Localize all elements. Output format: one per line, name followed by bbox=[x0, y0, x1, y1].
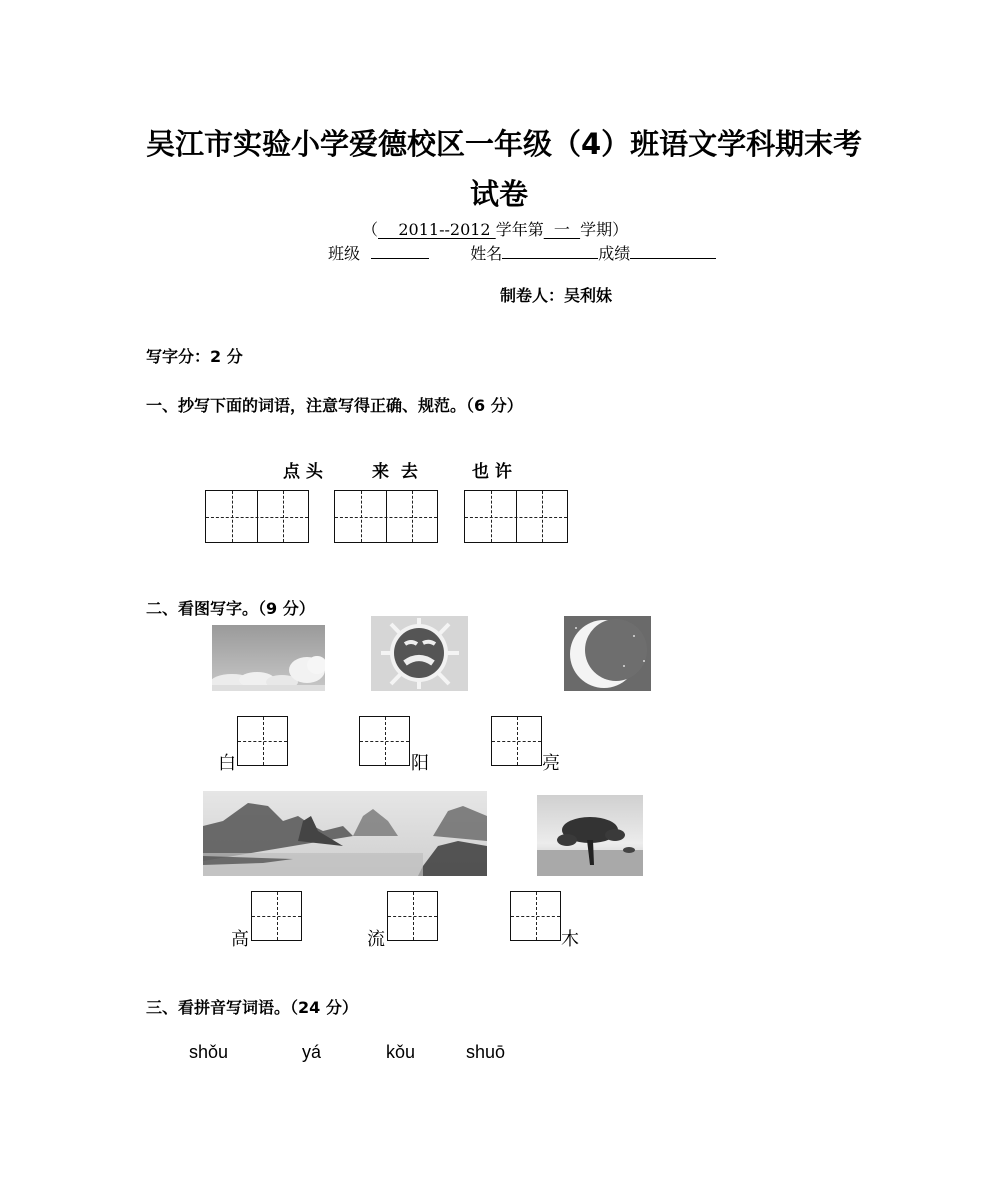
copy-word-1: 点 头 bbox=[283, 462, 323, 482]
author-line: 制卷人：吴利妹 bbox=[500, 286, 613, 305]
term-open: （ bbox=[362, 220, 379, 239]
copy-word-3: 也 许 bbox=[472, 462, 512, 482]
hint-char-yang: 阳 bbox=[411, 753, 429, 774]
copy-word-2: 来 去 bbox=[372, 462, 418, 482]
score-label: 成绩 bbox=[598, 244, 631, 263]
writing-score: 写字分：2 分 bbox=[146, 347, 243, 366]
writing-box-liu[interactable] bbox=[387, 891, 438, 941]
hint-char-liang: 亮 bbox=[542, 753, 560, 774]
sun-image bbox=[371, 616, 468, 691]
hint-char-liu: 流 bbox=[367, 929, 385, 950]
writing-grid-word-1[interactable] bbox=[205, 490, 309, 543]
mountain-river-landscape-image bbox=[203, 791, 487, 876]
section2-heading: 二、看图写字。（9 分） bbox=[146, 599, 315, 618]
score-blank[interactable] bbox=[630, 244, 716, 259]
writing-box-liang[interactable] bbox=[491, 716, 542, 766]
writing-grid-word-3[interactable] bbox=[464, 490, 568, 543]
hint-char-mu: 木 bbox=[561, 929, 579, 950]
writing-box-bai[interactable] bbox=[237, 716, 288, 766]
pinyin-2: yá bbox=[302, 1042, 322, 1062]
class-label: 班级 bbox=[328, 244, 361, 263]
hint-char-gao: 高 bbox=[231, 929, 249, 950]
name-label: 姓名 bbox=[470, 244, 503, 263]
hint-char-bai: 白 bbox=[218, 753, 236, 774]
pinyin-1: shǒu bbox=[189, 1042, 229, 1062]
student-info-line bbox=[328, 241, 716, 264]
writing-box-yang[interactable] bbox=[359, 716, 410, 766]
class-blank[interactable] bbox=[371, 244, 429, 259]
crescent-moon-image bbox=[564, 616, 651, 691]
section3-heading: 三、看拼音写词语。（24 分） bbox=[146, 998, 358, 1017]
name-blank[interactable] bbox=[502, 244, 598, 259]
term-line bbox=[362, 217, 628, 240]
tree-image bbox=[537, 795, 643, 876]
pinyin-4: shuō bbox=[466, 1042, 506, 1062]
writing-box-gao[interactable] bbox=[251, 891, 302, 941]
writing-box-mu[interactable] bbox=[510, 891, 561, 941]
pinyin-3: kǒu bbox=[386, 1042, 416, 1062]
exam-title-line2: 试卷 bbox=[470, 177, 529, 211]
section1-heading: 一、抄写下面的词语，注意写得正确、规范。（6 分） bbox=[146, 396, 523, 415]
sky-clouds-image bbox=[212, 625, 325, 691]
term-years: 2011--2012 bbox=[378, 220, 496, 239]
term-mid: 学年第 bbox=[495, 220, 544, 239]
exam-title-line1: 吴江市实验小学爱德校区一年级（4）班语文学科期末考 bbox=[146, 127, 863, 161]
term-number: 一 bbox=[543, 220, 581, 239]
writing-grid-word-2[interactable] bbox=[334, 490, 438, 543]
term-close: 学期） bbox=[580, 220, 629, 239]
